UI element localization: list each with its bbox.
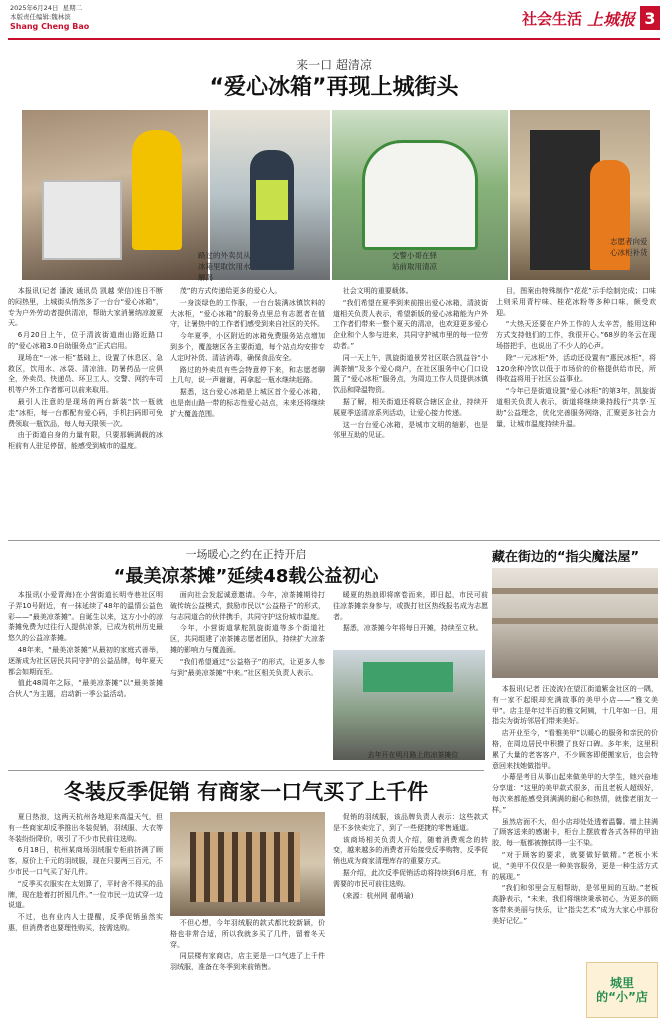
vest-shape: [256, 180, 288, 220]
divider: [8, 540, 660, 541]
article1-column-4: [496, 286, 656, 534]
paragraph: 同一天上午，凯旋街道景芳社区联合凯益谷“小满茶铺”及多个爱心商户，在社区服务中心门口设置了“爱心冰柜”服务点，为周边工作人员提供冰镇饮品和降温物资。: [333, 353, 488, 395]
shelf-shape: [492, 588, 658, 594]
photo-clothing-rack: [170, 812, 325, 916]
paragraph: 现场在“一冰一柜”基础上，设置了休息区、急救区，饮用水、冰袋、清凉油、防暑药品一应俱全，外卖员、快递员、环卫工人、交警、网约车司机等户外工作者都可以前来取用。: [8, 353, 163, 395]
paragraph: 社会文明的重要载体。: [342, 287, 413, 295]
paragraph: 除“一元冰柜”外，活动还设置有“惠民冰柜”，将120余种冷饮以低于市场价的价格提供给市民，所得收益将用于社区公益事业。: [496, 353, 656, 384]
paragraph: 由于街道自身的力量有限，只要那辆满载的冰柜前有人驻足停留，能感受到城市的温度。: [8, 431, 163, 451]
article3-column-2: [170, 918, 325, 1016]
paragraph: “大热天还要在户外工作的人太辛苦，能用这种方式支持他们的工作，我很开心。”68岁的冬云在现场搭把手，也说出了不少人的心声。: [496, 320, 656, 350]
masthead: [0, 0, 668, 44]
paragraph: “我们希望在夏季到来前推出爱心冰箱，清波街道相关负责人表示，希望新版的爱心冰箱能为户外工作者们带来一整个夏天的清凉，也欢迎更多爱心企业和个人参与进来，共同守护城市里的每一位劳动者。”: [333, 298, 488, 350]
kiosk-shape: [362, 140, 478, 250]
paragraph: 一身淡绿色的工作服，一台台装满冰镇饮料的大冰柜，“爱心冰箱”的服务点里总有志愿者在值守，让暑热中的工作者们感受到来自社区的关怀。: [170, 298, 325, 329]
page-editor: 本版责任编辑:魏林滨: [10, 13, 71, 21]
paragraph: “我们希望通过“公益格子”的形式，让更多人参与到“最美凉茶摊”中来。”社区相关负责人表示。: [170, 657, 325, 677]
paragraph: 据悉，凉茶摊今年将每日开摊，持续至立秋。: [342, 624, 483, 633]
paragraph: 不但心想，今年羽绒服的款式都比较新颖，价格也非常合适，所以我就多买了几件，留着冬天穿。: [170, 919, 325, 949]
delivery-worker-shape: [132, 130, 182, 250]
article1-column-3: [333, 286, 488, 534]
paragraph: 48年来，“最美凉茶摊”从最初的家庭式善举，逐渐成为社区居民共同守护的公益品牌，每年夏天都会如期而至。: [8, 645, 163, 676]
article1-kicker: 来一口 超清凉: [296, 58, 372, 72]
paragraph: 暖夏的热浪即将席卷而来，即日起，市民可前往凉茶摊亲身参与，或拨打社区热线报名成为志愿者。: [333, 591, 488, 621]
rack-shape: [190, 832, 300, 902]
article2-column-1: [8, 590, 163, 768]
photo-delivery-freezer: [22, 110, 208, 280]
article3-column-1: [8, 812, 163, 1016]
paragraph: 本报讯(记者 潘波 通讯员 凯越 荣信)连日不断的闷热里，上城街头悄然多了一台台“爱心冰箱”，专为户外劳动者提供清凉，帮助大家消暑纳凉渡夏天。: [8, 287, 163, 328]
paragraph: 店开业至今，“看雅美甲”以暖心的服务和亲民的价格，在周边居民中积攒了良好口碑。多年来，这里积累了大量的老客客户，不少顾客即便搬家后，也会特意回来找她做指甲。: [492, 729, 658, 770]
section-name: 社会生活: [521, 9, 582, 28]
divider: [8, 770, 484, 771]
masthead-section: [522, 3, 660, 33]
article3-column-3: [333, 812, 488, 1016]
article2-column-2: [170, 590, 325, 768]
photo-caption-3: 志愿者向爱心冰柜补货: [610, 237, 648, 257]
article2-kicker: 一场暖心之约在正持开启: [185, 548, 307, 561]
paragraph: 今年夏季，小区附近的冰箱免费服务站点增加到多个，覆盖辖区各主要街道，每个站点均安排专人定时补货、清洁消毒，确保食品安全。: [170, 332, 325, 362]
paragraph: 据介绍，此次反季促销活动将持续到6月底，有需要的市民可前往选购。: [333, 868, 488, 888]
column-stamp-logo: [586, 962, 658, 1018]
paragraph: 值此48周年之际，“最美凉茶摊”以“最美茶摊合伙人”为主题，启动新一季公益活动。: [8, 679, 163, 699]
paragraph: 本报讯(小爱青海)在小营街道长明寺巷社区明子弄10号附近，有一抹延续了48年的温情公益色彩——“最美凉茶摊”。自诞生以来，这方小小的凉茶摊免费为过往行人提供凉茶，已成为杭州历史最悠久的公益凉茶摊。: [8, 591, 163, 643]
paragraph: 6月18日，杭州某商场羽绒服专柜前挤满了顾客，原价上千元的羽绒服，现在只要两三百元，不少市民一口气买了好几件。: [8, 846, 163, 876]
paragraph: 面向社会发起诚意邀请。今年，凉茶摊期待打破传统公益模式，鼓励市民以“公益格子”的形式，与志同道合的伙伴携手，共同守护这份城市温度。: [170, 591, 325, 621]
article2-title: “最美凉茶摊”延续48载公益初心: [113, 566, 379, 587]
paragraph: 同层楼有家商店，店主更是一口气进了上千件羽绒服，准备在冬季到来前销售。: [170, 952, 325, 972]
paragraph: 目，图案由特殊制作“花花”示手绘制完成；口味上则采用青柠味、桂花冰粉等多种口味，颇受欢迎。: [496, 287, 656, 317]
paragraph: 该商场相关负责人介绍，随着消费观念的转变，越来越多的消费者开始接受反季购物，反季促销也成为商家清理库存的重要方式。: [333, 835, 488, 866]
paragraph: 小幕是考目从事山起来做美甲的大学生，她兴奋地分享道：“这里的美甲款式很多，而且老板人超级好，每次来都能感受到满满的耐心和热情，就像老朋友一样。”: [492, 773, 658, 814]
paragraph: 茂”的方式传递给更多的爱心人。: [179, 287, 282, 295]
photo-nail-shop: [492, 568, 658, 678]
paragraph: 6月20日上午，位于清波街道南山路近路口的“爱心冰箱3.0自助服务点”正式启用。: [8, 331, 163, 350]
paragraph: 路过的外卖员有些会特意停下来，和志愿者聊上几句，说一声谢谢，再拿起一瓶水继续赶路。: [170, 365, 325, 385]
paragraph: “对于顾客的要求，就要做好做精。”老板小米说，“美甲不仅仅是一种美容服务，更是一种生活方式的展现。”: [492, 850, 658, 881]
paragraph: 这一台台爱心冰箱，是城市文明的缩影，也是邻里互助的见证。: [333, 420, 488, 440]
photo-caption-1: 路过的外卖员从冰箱里取饮用水解渴: [198, 251, 251, 282]
paragraph: (来源：杭州网 翟萌瑜): [342, 891, 414, 900]
paragraph: 今年，小营街道掌舵凯旋街道等多个街道社区，共同组建了凉茶摊志愿者团队，持续扩大凉茶摊的影响力与覆盖面。: [170, 624, 325, 654]
photo-caption-2: 交警小哥在驿站前取用清凉: [392, 251, 437, 271]
paragraph: 最引人注意的是现场的两台新装“饮一瓶就走”冰柜，每一台都配有爱心码，手机扫码即可免费领取一瓶饮品，每人每天限领一次。: [8, 397, 163, 428]
newspaper-logo: 上城报: [586, 9, 635, 29]
article1-column-2: [170, 286, 325, 534]
stamp-text: 城里的“小”店: [596, 976, 648, 1004]
paragraph: 虽然店面不大，但小店却处处透着温馨。墙上挂满了顾客送来的感谢卡，柜台上摆放着各式各样的甲油胶，每一瓶都被擦拭得一尘不染。: [492, 817, 658, 848]
article3-title: 冬装反季促销 有商家一口气买了上千件: [63, 780, 429, 804]
masthead-rule: [8, 38, 660, 40]
paragraph: 促销的羽绒服，该品牌负责人表示：这些款式是不多快卖完了，到了一些便捷的零售通道。: [333, 813, 488, 832]
paragraph: 夏日热浪，这两天杭州各地迎来高温天气，但有一些商家却反季推出冬装促销，羽绒服、大衣等冬装纷纷降价，吸引了不少市民前往选购。: [8, 813, 163, 843]
issue-date: 2025年6月24日: [10, 4, 59, 12]
paragraph: 据了解，相关街道还将联合辖区企业，持续开展夏季送清凉系列活动，让爱心接力传递。: [333, 397, 488, 417]
article2-column-3: [333, 590, 488, 650]
article1-title: “爱心冰箱”再现上城街头: [209, 75, 459, 100]
paragraph: 本报讯(记者 汪凌波)在望江街道紫金社区的一隅，有一家不起眼却充满故事的美甲小店——“雅文美甲”。店主是年过半百的雅文阿姨，十几年如一日，用指尖为街坊邻居们带来美好。: [492, 685, 658, 726]
photo-caption-tea: 去年开在明月路上的凉茶摊位: [367, 751, 459, 759]
sidebar-title: 藏在街边的“指尖魔法屋”: [492, 550, 640, 565]
masthead-info: [10, 4, 89, 31]
paragraph: “反季买衣服实在太划算了，平时舍不得买的品牌，现在趁着打折囤几件。”一位市民一边试穿一边说道。: [8, 879, 163, 910]
freezer-shape: [42, 180, 122, 260]
paragraph: 据悉，这台爱心冰箱是上城区首个爱心冰箱，也是南山路一带的标志性爱心站点，未来还将继续扩大覆盖范围。: [170, 388, 325, 418]
article1-column-1: [8, 286, 163, 534]
photo-tea-stall: [333, 650, 485, 760]
paragraph: “今年已是街道设置“爱心冰柜”的第3年，凯旋街道相关负责人表示，街道将继续秉持践行“共享·互助”公益理念，优化完善服务网络，汇聚更多社会力量，让城市温度持续升温。: [496, 387, 656, 428]
paragraph: “我们和邻里会互相帮助，是邻里间的互助。”老板高静表示，“未来，我们将继续秉承初心，为更多的顾客带来美丽与快乐，让“指尖艺术”成为大家心中那份美好记忆。”: [492, 884, 658, 925]
article1-photos: [22, 110, 650, 280]
shelf-shape: [492, 618, 658, 624]
paragraph: 不过，也有业内人士提醒，反季促销虽然实惠，但消费者也要理性购买，按需选购。: [8, 913, 163, 932]
page-number: 3: [640, 6, 660, 30]
issue-weekday: 星期二: [62, 4, 83, 12]
brand-pinyin: Shang Cheng Bao: [10, 22, 90, 31]
tent-shape: [363, 662, 453, 692]
